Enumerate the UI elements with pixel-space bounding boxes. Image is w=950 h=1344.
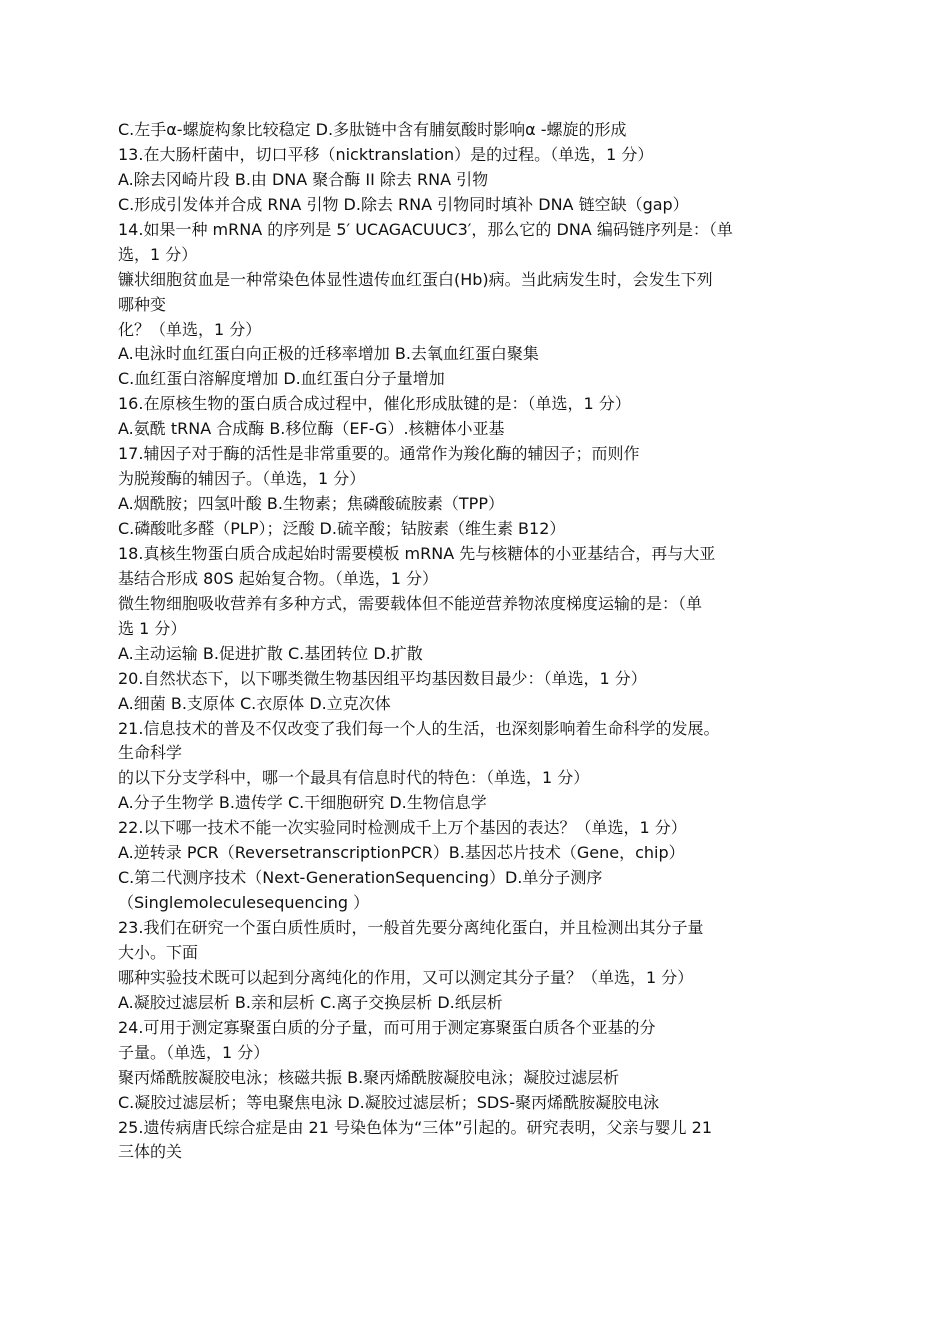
text-line: C.左手α-螺旋构象比较稳定 D.多肽链中含有脯氨酸时影响α -螺旋的形成 (118, 120, 627, 139)
text-line: A.电泳时血红蛋白向正极的迁移率增加 B.去氧血红蛋白聚集 (118, 344, 539, 364)
text-line: 子量。（单选，1 分） (118, 1042, 270, 1062)
text-line: 25.遗传病唐氏综合症是由 21 号染色体为“三体”引起的。研究表明，父亲与婴儿 21 (118, 1117, 713, 1137)
text-line: C.第二代测序技术（Next-GenerationSequencing）D.单分子测序 (118, 868, 603, 888)
text-line: 哪种变 (118, 294, 167, 314)
text-line: 的以下分支学科中，哪一个最具有信息时代的特色：（单选，1 分） (118, 768, 590, 788)
text-line: C.形成引发体并合成 RNA 引物 D.除去 RNA 引物同时填补 DNA 链空缺（gap） (118, 194, 689, 214)
text-line: A.除去冈崎片段 B.由 DNA 聚合酶 II 除去 RNA 引物 (118, 169, 489, 189)
text-line: A.烟酰胺；四氢叶酸 B.生物素；焦磷酸硫胺素（TPP） (118, 494, 504, 514)
text-line: A.逆转录 PCR（ReversetranscriptionPCR）B.基因芯片技术（Gene，chip） (118, 843, 685, 863)
text-line: 18.真核生物蛋白质合成起始时需要模板 mRNA 先与核糖体的小亚基结合，再与大亚 (118, 543, 716, 563)
text-line: A.主动运输 B.促进扩散 C.基团转位 D.扩散 (118, 643, 423, 663)
text-line: 23.我们在研究一个蛋白质性质时，一般首先要分离纯化蛋白，并且检测出其分子量 (118, 918, 704, 937)
text-line: A.氨酰 tRNA 合成酶 B.移位酶（EF-G）.核糖体小亚基 (118, 419, 505, 439)
text-line: 微生物细胞吸收营养有多种方式，需要载体但不能逆营养物浓度梯度运输的是：（单 (118, 593, 703, 613)
text-line: 22.以下哪一技术不能一次实验同时检测成千上万个基因的表达？（单选，1 分） (118, 818, 687, 838)
text-line: 化？（单选，1 分） (118, 319, 262, 339)
text-line: 14.如果一种 mRNA 的序列是 5′ UCAGACUUC3′，那么它的 DNA 编码链序列是：（单 (118, 219, 733, 239)
text-line: 生命科学 (118, 743, 183, 763)
text-line: 镰状细胞贫血是一种常染色体显性遗传血红蛋白(Hb)病。当此病发生时，会发生下列 (118, 269, 713, 289)
text-line: A.分子生物学 B.遗传学 C.干细胞研究 D.生物信息学 (118, 793, 487, 813)
text-line: 21.信息技术的普及不仅改变了我们每一个人的生活，也深刻影响着生命科学的发展。 (118, 718, 720, 738)
text-line: 基结合形成 80S 起始复合物。（单选，1 分） (118, 568, 438, 588)
text-line: 三体的关 (118, 1142, 183, 1162)
text-line: 16.在原核生物的蛋白质合成过程中，催化形成肽键的是：（单选，1 分） (118, 394, 631, 414)
text-line: C.血红蛋白溶解度增加 D.血红蛋白分子量增加 (118, 369, 445, 389)
text-line: 20.自然状态下，以下哪类微生物基因组平均基因数目最少：（单选，1 分） (118, 668, 647, 688)
text-line: 24.可用于测定寡聚蛋白质的分子量，而可用于测定寡聚蛋白质各个亚基的分 (118, 1017, 656, 1037)
text-line: （Singlemoleculesequencing ） (118, 893, 370, 913)
text-line: C.凝胶过滤层析；等电聚焦电泳 D.凝胶过滤层析；SDS-聚丙烯酰胺凝胶电泳 (118, 1092, 660, 1112)
text-line: 聚丙烯酰胺凝胶电泳；核磁共振 B.聚丙烯酰胺凝胶电泳；凝胶过滤层析 (118, 1067, 620, 1087)
text-line: A.凝胶过滤层析 B.亲和层析 C.离子交换层析 D.纸层析 (118, 992, 503, 1012)
document-body (118, 118, 830, 1165)
text-line: 为脱羧酶的辅因子。（单选，1 分） (118, 469, 366, 489)
text-line: 大小。下面 (118, 942, 199, 962)
text-line: 13.在大肠杆菌中，切口平移（nicktranslation）是的过程。（单选，1 分） (118, 144, 654, 164)
text-line: A.细菌 B.支原体 C.衣原体 D.立克次体 (118, 693, 391, 713)
text-line: C.磷酸吡多醛（PLP）；泛酸 D.硫辛酸；钴胺素（维生素 B12） (118, 519, 566, 538)
text-line: 哪种实验技术既可以起到分离纯化的作用，又可以测定其分子量？（单选，1 分） (118, 967, 694, 987)
text-line: 选，1 分） (118, 244, 198, 264)
text-line: 选 1 分） (118, 618, 187, 638)
text-line: 17.辅因子对于酶的活性是非常重要的。通常作为羧化酶的辅因子；而则作 (118, 444, 640, 464)
